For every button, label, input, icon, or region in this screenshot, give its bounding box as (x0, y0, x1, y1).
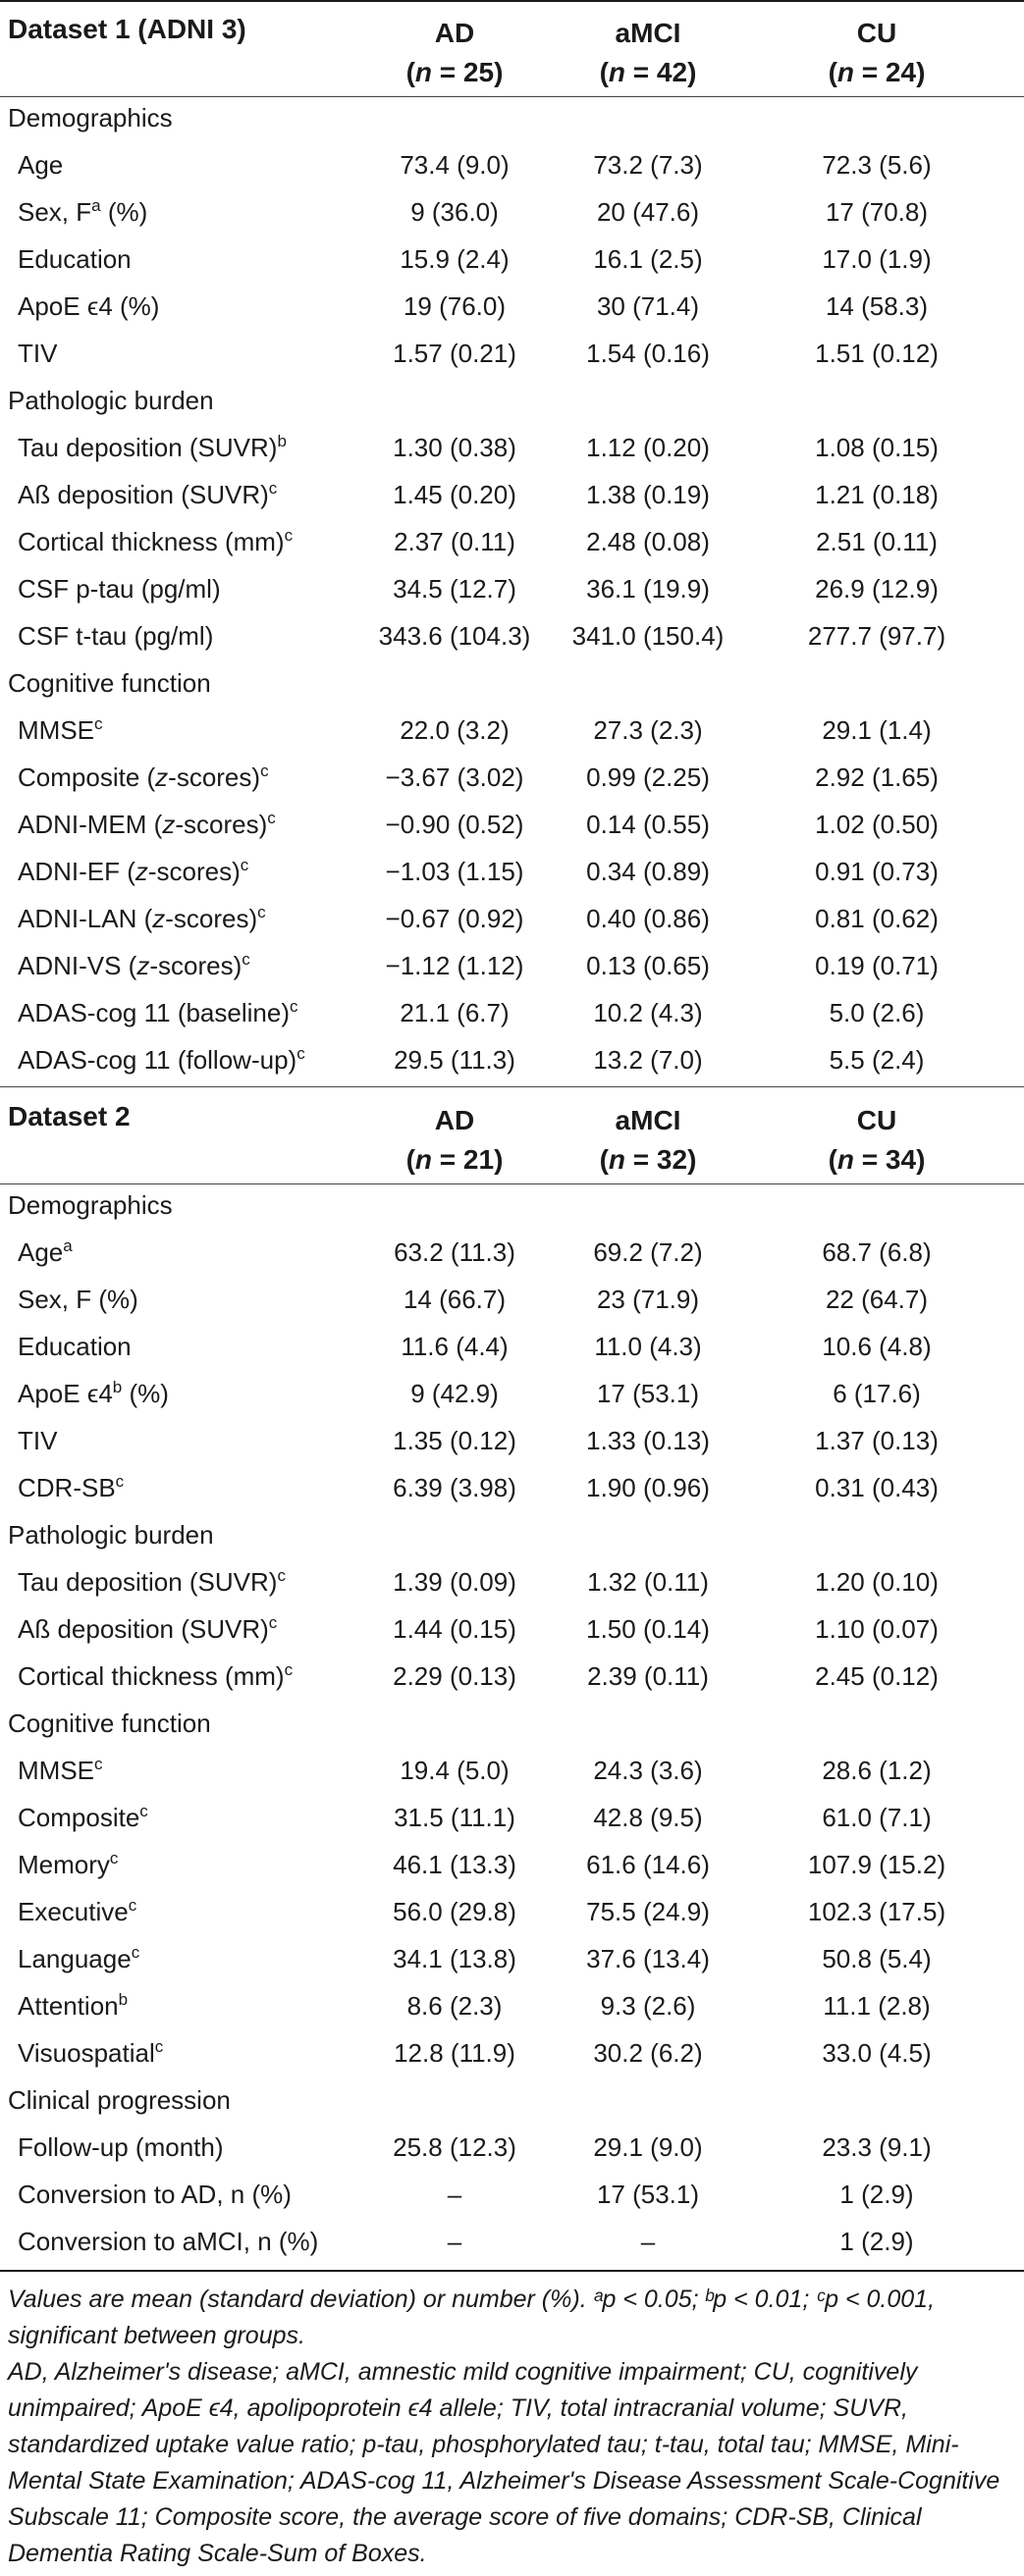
cell-value: 102.3 (17.5) (807, 1897, 946, 1926)
row-label: Visuospatial$^c$ (18, 2037, 164, 2068)
cell-value: 25.8 (12.3) (393, 2132, 516, 2162)
table-row (0, 992, 1024, 1039)
dataset-header (0, 2, 1024, 96)
cell-value: 27.3 (2.3) (593, 715, 703, 745)
cell-value: 30 (71.4) (596, 291, 700, 321)
section-heading (0, 1184, 1024, 1232)
cell-value: 6 (17.6) (833, 1379, 921, 1408)
group-name: aMCI (615, 1105, 681, 1135)
group-column-header (530, 14, 766, 92)
table-row (0, 1985, 1024, 2032)
cell-value: 61.6 (14.6) (586, 1850, 710, 1879)
cell-value: 24.3 (3.6) (593, 1756, 703, 1785)
row-label: CDR-$SB^c$ (18, 1472, 125, 1502)
cell-value: 37.6 (13.4) (586, 1944, 710, 1973)
cell-value: 36.1 (19.9) (586, 574, 710, 604)
cell-value: 1 (2.9) (839, 2180, 914, 2209)
cell-value: 46.1 (13.3) (393, 1850, 516, 1879)
table-row (0, 1844, 1024, 1891)
row-label: ADNI-MEM (z-scores)$^c$ (18, 809, 276, 839)
row-label: Sex, F (%) (18, 1285, 138, 1314)
row-label: TIV (18, 1426, 58, 1455)
cell-value: 2.39 (0.11) (587, 1661, 709, 1691)
cell-value: 11.0 (4.3) (594, 1332, 702, 1361)
table-row (0, 757, 1024, 804)
cell-value: 28.6 (1.2) (822, 1756, 932, 1785)
section-heading (0, 2079, 1024, 2127)
cell-value: 1.54 (0.16) (586, 339, 710, 368)
section-label: Pathologic burden (8, 1520, 214, 1550)
cell-value: 9 (36.0) (410, 197, 499, 227)
cell-value: 50.8 (5.4) (822, 1944, 932, 1973)
cell-value: −1.12 (1.12) (385, 951, 524, 980)
group-name: CU (856, 1105, 897, 1135)
section-heading (0, 380, 1024, 427)
cell-value: 1.57 (0.21) (393, 339, 516, 368)
cell-value: 5.5 (2.4) (829, 1045, 925, 1075)
row-label: Tau deposition (SUVR)$^c$ (18, 1566, 286, 1597)
table-row (0, 804, 1024, 851)
cell-value: 17.0 (1.9) (822, 244, 932, 274)
cell-value: 9.3 (2.6) (600, 1991, 696, 2021)
cell-value: 29.1 (9.0) (593, 2132, 703, 2162)
table-row (0, 568, 1024, 615)
cell-value: – (447, 2180, 462, 2209)
cell-value: 75.5 (24.9) (586, 1897, 710, 1926)
cell-value: 0.40 (0.86) (586, 904, 710, 933)
cell-value: 0.19 (0.71) (815, 951, 939, 980)
cell-value: 1.30 (0.38) (393, 433, 516, 462)
cell-value: −0.67 (0.92) (385, 904, 524, 933)
cell-value: 69.2 (7.2) (593, 1237, 703, 1267)
row-label: Conversion to AD, n (%) (18, 2180, 292, 2209)
row-label: Follow-up (month) (18, 2132, 224, 2162)
cell-value: 26.9 (12.9) (815, 574, 939, 604)
cell-value: −1.03 (1.15) (385, 857, 524, 886)
table-footnotes (8, 2282, 1014, 2572)
cell-value: 1.44 (0.15) (393, 1614, 516, 1644)
table-row (0, 1797, 1024, 1844)
section-heading (0, 1703, 1024, 1750)
cell-value: 14 (58.3) (825, 291, 929, 321)
table-row (0, 851, 1024, 898)
cell-value: 1.02 (0.50) (815, 810, 939, 839)
table-row (0, 945, 1024, 992)
cell-value: 29.5 (11.3) (394, 1045, 515, 1075)
row-label: Education (18, 1332, 132, 1361)
table-row (0, 1039, 1024, 1086)
row-label: Age (18, 150, 64, 180)
cell-value: 0.13 (0.65) (586, 951, 710, 980)
table-row (0, 238, 1024, 286)
cell-value: 19 (76.0) (403, 291, 507, 321)
row-label: Age$^a$ (18, 1236, 73, 1267)
table-row (0, 2032, 1024, 2079)
cell-value: 23 (71.9) (596, 1285, 700, 1314)
cell-value: 9 (42.9) (410, 1379, 499, 1408)
row-label: ApoE ϵ4 (%) (18, 291, 160, 321)
footnote: AD, Alzheimer's disease; aMCI, amnestic mild cognitive impairment; CU, cognitively unimpaired; ApoE ϵ4, apolipoprotein ϵ4 allele; TIV, total intracranial volume; SUVR, standardized uptake value ratio; p-tau, phosphorylated tau; t-tau, total tau; MMSE, Mini-Mental State Examination; ADAS-cog 11, Alzheimer's Disease Assessment Scale-Cognitive Subscale 11; Composite score, the average score of five domains; CDR-SB, Clinical Dementia Rating Scale-Sum of Boxes. (8, 2358, 1000, 2567)
table-row (0, 427, 1024, 474)
row-label: Language$^c$ (18, 1943, 140, 1973)
table-row (0, 1938, 1024, 1985)
row-label: TIV (18, 339, 58, 368)
cell-value: 17 (53.1) (596, 2180, 700, 2209)
table-row (0, 1420, 1024, 1467)
table-row (0, 2127, 1024, 2174)
cell-value: 1.32 (0.11) (587, 1567, 709, 1597)
row-label: Aß deposition (SUVR)$^c$ (18, 1613, 278, 1644)
cell-value: 2.45 (0.12) (815, 1661, 939, 1691)
group-name: CU (856, 18, 897, 48)
cell-value: 31.5 (11.1) (394, 1803, 515, 1832)
dataset-title: Dataset 1 (ADNI 3) (8, 14, 246, 44)
cell-value: 343.6 (104.3) (378, 621, 531, 651)
cell-value: 1.33 (0.13) (586, 1426, 710, 1455)
cell-value: 34.5 (12.7) (393, 574, 516, 604)
section-heading (0, 97, 1024, 144)
cell-value: 1.90 (0.96) (586, 1473, 710, 1502)
table-row (0, 191, 1024, 238)
table-row (0, 1467, 1024, 1514)
row-label: ADNI-VS (z-scores)$^c$ (18, 950, 250, 980)
row-label: Composite$^c$ (18, 1802, 148, 1832)
table-row (0, 1232, 1024, 1279)
cell-value: 11.1 (2.8) (823, 1991, 931, 2021)
cell-value: 277.7 (97.7) (807, 621, 946, 651)
cell-value: 0.91 (0.73) (815, 857, 939, 886)
row-label: ApoE ϵ4$^b$ (%) (18, 1378, 169, 1408)
cell-value: 1.21 (0.18) (815, 480, 939, 509)
cell-value: 0.99 (2.25) (586, 762, 710, 792)
cell-value: 1.08 (0.15) (815, 433, 939, 462)
table-row (0, 1561, 1024, 1608)
cell-value: – (640, 2227, 656, 2256)
cell-value: 341.0 (150.4) (571, 621, 725, 651)
cell-value: 8.6 (2.3) (406, 1991, 503, 2021)
table-row (0, 615, 1024, 662)
row-label: Executive$^c$ (18, 1896, 137, 1926)
cell-value: 61.0 (7.1) (822, 1803, 932, 1832)
cell-value: 56.0 (29.8) (393, 1897, 516, 1926)
cell-value: 10.6 (4.8) (822, 1332, 932, 1361)
row-label: ADNI-EF (z-scores)$^c$ (18, 856, 249, 886)
row-label: Sex, $F^a$ (%) (18, 196, 148, 227)
section-heading (0, 662, 1024, 710)
dataset-rule (0, 1086, 1024, 1087)
cell-value: 1.39 (0.09) (393, 1567, 516, 1597)
table-row (0, 286, 1024, 333)
group-size: (n = 24) (828, 57, 926, 87)
table-row (0, 1326, 1024, 1373)
cell-value: 33.0 (4.5) (822, 2038, 932, 2068)
cell-value: 107.9 (15.2) (807, 1850, 946, 1879)
section-label: Cognitive function (8, 668, 211, 698)
cell-value: 22.0 (3.2) (400, 715, 510, 745)
group-column-header (759, 1101, 995, 1180)
group-size: (n = 34) (828, 1144, 926, 1175)
cell-value: 15.9 (2.4) (400, 244, 510, 274)
row-label: Attention$^b$ (18, 1990, 129, 2021)
cell-value: 2.37 (0.11) (394, 527, 515, 556)
row-label: Tau deposition (SUVR)$^b$ (18, 432, 287, 462)
cell-value: 0.31 (0.43) (815, 1473, 939, 1502)
cell-value: 17 (53.1) (596, 1379, 700, 1408)
cell-value: 1.10 (0.07) (815, 1614, 939, 1644)
group-size: (n = 32) (599, 1144, 697, 1175)
cell-value: 0.81 (0.62) (815, 904, 939, 933)
cell-value: 1.50 (0.14) (586, 1614, 710, 1644)
group-size: (n = 25) (405, 57, 504, 87)
cell-value: 1.12 (0.20) (586, 433, 710, 462)
row-label: ADAS-cog 11 (baseline)$^c$ (18, 997, 298, 1027)
cell-value: 34.1 (13.8) (393, 1944, 516, 1973)
cell-value: 1.37 (0.13) (815, 1426, 939, 1455)
dataset-header (0, 1089, 1024, 1183)
footnote: Values are mean (standard deviation) or number (%). ᵃp < 0.05; ᵇp < 0.01; ᶜp < 0.001, significant between groups. (8, 2286, 936, 2349)
cell-value: 2.48 (0.08) (586, 527, 710, 556)
cell-value: 14 (66.7) (403, 1285, 507, 1314)
table-row (0, 333, 1024, 380)
cell-value: 12.8 (11.9) (394, 2038, 515, 2068)
section-label: Demographics (8, 103, 173, 132)
cell-value: – (447, 2227, 462, 2256)
table-row (0, 1750, 1024, 1797)
row-label: Cortical thickness (mm)$^c$ (18, 1660, 294, 1691)
table-row (0, 710, 1024, 757)
dataset-title: Dataset 2 (8, 1101, 131, 1131)
group-size: (n = 21) (405, 1144, 504, 1175)
section-label: Pathologic burden (8, 386, 214, 415)
table-row (0, 2174, 1024, 2221)
section-heading (0, 1514, 1024, 1561)
table-row (0, 1891, 1024, 1938)
cell-value: 10.2 (4.3) (593, 998, 703, 1027)
row-label: Education (18, 244, 132, 274)
cell-value: 30.2 (6.2) (593, 2038, 703, 2068)
cell-value: 2.29 (0.13) (393, 1661, 516, 1691)
table-row (0, 1608, 1024, 1656)
section-label: Cognitive function (8, 1709, 211, 1738)
row-label: Conversion to aMCI, n (%) (18, 2227, 319, 2256)
cell-value: 16.1 (2.5) (593, 244, 703, 274)
cell-value: 72.3 (5.6) (822, 150, 932, 180)
cell-value: 21.1 (6.7) (400, 998, 510, 1027)
cell-value: 13.2 (7.0) (593, 1045, 703, 1075)
cell-value: 1.35 (0.12) (393, 1426, 516, 1455)
row-label: CSF p-tau (pg/ml) (18, 574, 221, 604)
table-row (0, 1656, 1024, 1703)
row-label: MMSE$^c$ (18, 1755, 103, 1785)
cell-value: 1.51 (0.12) (815, 339, 939, 368)
cell-value: 1.20 (0.10) (815, 1567, 939, 1597)
cell-value: 2.92 (1.65) (815, 762, 939, 792)
table-row (0, 521, 1024, 568)
cell-value: 0.14 (0.55) (586, 810, 710, 839)
cell-value: −0.90 (0.52) (385, 810, 524, 839)
cell-value: 1 (2.9) (839, 2227, 914, 2256)
section-label: Clinical progression (8, 2085, 231, 2115)
cell-value: 63.2 (11.3) (394, 1237, 515, 1267)
table-row (0, 2221, 1024, 2268)
group-name: aMCI (615, 18, 681, 48)
cell-value: 19.4 (5.0) (400, 1756, 510, 1785)
cell-value: 20 (47.6) (596, 197, 700, 227)
cell-value: 1.38 (0.19) (586, 480, 710, 509)
cell-value: 22 (64.7) (825, 1285, 929, 1314)
group-name: AD (434, 1105, 475, 1135)
row-label: ADNI-LAN (z-scores)$^c$ (18, 903, 266, 933)
cell-value: 68.7 (6.8) (822, 1237, 932, 1267)
table-row (0, 474, 1024, 521)
table-row (0, 1279, 1024, 1326)
group-column-header (759, 14, 995, 92)
cell-value: 5.0 (2.6) (829, 998, 925, 1027)
row-label: Aß deposition (SUVR)$^c$ (18, 479, 278, 509)
row-label: ADAS-cog 11 (follow-up)$^c$ (18, 1044, 305, 1075)
bottom-rule (0, 2270, 1024, 2272)
row-label: Cortical thickness (mm)$^c$ (18, 526, 294, 556)
group-size: (n = 42) (599, 57, 697, 87)
group-column-header (530, 1101, 766, 1180)
cell-value: 29.1 (1.4) (822, 715, 932, 745)
row-label: MMSE$^c$ (18, 714, 103, 745)
row-label: Composite (z-scores)$^c$ (18, 762, 269, 792)
cell-value: 0.34 (0.89) (586, 857, 710, 886)
group-name: AD (434, 18, 475, 48)
section-label: Demographics (8, 1190, 173, 1220)
cell-value: 73.2 (7.3) (593, 150, 703, 180)
cell-value: 73.4 (9.0) (400, 150, 510, 180)
row-label: Memory$^c$ (18, 1849, 119, 1879)
cell-value: 23.3 (9.1) (822, 2132, 932, 2162)
row-label: CSF t-tau (pg/ml) (18, 621, 214, 651)
table-row (0, 1373, 1024, 1420)
cell-value: 1.45 (0.20) (393, 480, 516, 509)
cell-value: 2.51 (0.11) (816, 527, 938, 556)
cell-value: 17 (70.8) (825, 197, 929, 227)
cell-value: 11.6 (4.4) (401, 1332, 509, 1361)
cell-value: 6.39 (3.98) (393, 1473, 516, 1502)
table-row (0, 144, 1024, 191)
cell-value: −3.67 (3.02) (385, 762, 524, 792)
cell-value: 42.8 (9.5) (593, 1803, 703, 1832)
table-row (0, 898, 1024, 945)
